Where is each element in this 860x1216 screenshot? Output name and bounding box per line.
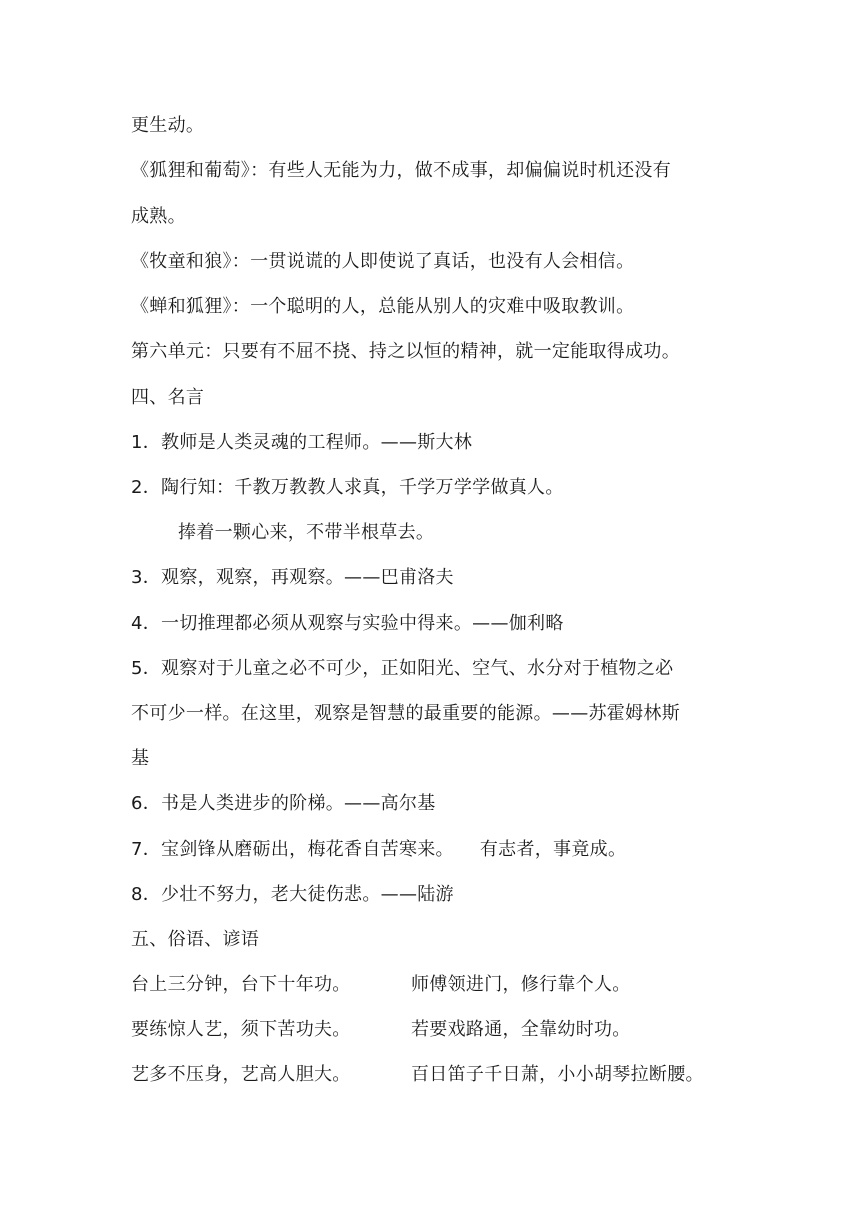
text-line: 成熟。 — [131, 206, 186, 227]
quote-continuation: 不可少一样。在这里，观察是智慧的最重要的能源。——苏霍姆林斯 — [131, 703, 680, 724]
proverb-left: 台上三分钟，台下十年功。 — [131, 974, 351, 995]
text-line: 《狐狸和葡萄》：有些人无能为力，做不成事，却偏偏说时机还没有 — [131, 160, 671, 181]
text-line: 更生动。 — [131, 115, 205, 136]
proverb-row — [131, 973, 751, 997]
quote-item: 5．观察对于儿童之必不可少，正如阳光、空气、水分对于植物之必 — [131, 658, 674, 679]
quote-item: 6．书是人类进步的阶梯。——高尔基 — [131, 793, 436, 814]
quote-item: 8．少壮不努力，老大徒伤悲。——陆游 — [131, 884, 454, 905]
section-heading: 五、俗语、谚语 — [131, 929, 260, 950]
text-line: 第六单元：只要有不屈不挠、持之以恒的精神，就一定能取得成功。 — [131, 341, 680, 362]
quote-item: 2．陶行知：千教万教教人求真，千学万学学做真人。 — [131, 477, 564, 498]
proverb-left: 要练惊人艺，须下苦功夫。 — [131, 1019, 351, 1040]
section-heading: 四、名言 — [131, 387, 205, 408]
text-line: 《牧童和狼》：一贯说谎的人即使说了真话，也没有人会相信。 — [131, 251, 635, 272]
proverb-row — [131, 1018, 751, 1042]
quote-part: 有志者，事竟成。 — [479, 839, 627, 860]
proverb-row — [131, 1063, 751, 1087]
quote-item: 3．观察，观察，再观察。——巴甫洛夫 — [131, 567, 454, 588]
quote-item: 4．一切推理都必须从观察与实验中得来。——伽利略 — [131, 613, 564, 634]
quote-part: 7．宝剑锋从磨砺出，梅花香自苦寒来。 — [131, 839, 454, 860]
quote-continuation: 基 — [131, 748, 150, 769]
proverb-left: 艺多不压身，艺高人胆大。 — [131, 1064, 351, 1085]
quote-item — [131, 838, 626, 862]
proverb-right: 百日笛子千日萧，小小胡琴拉断腰。 — [411, 1064, 704, 1085]
quote-continuation: 捧着一颗心来，不带半根草去。 — [178, 522, 435, 543]
text-line: 《蝉和狐狸》：一个聪明的人，总能从别人的灾难中吸取教训。 — [131, 296, 635, 317]
proverb-right: 师傅领进门，修行靠个人。 — [411, 974, 631, 995]
quote-item: 1．教师是人类灵魂的工程师。——斯大林 — [131, 432, 473, 453]
proverb-right: 若要戏路通，全靠幼时功。 — [411, 1019, 631, 1040]
